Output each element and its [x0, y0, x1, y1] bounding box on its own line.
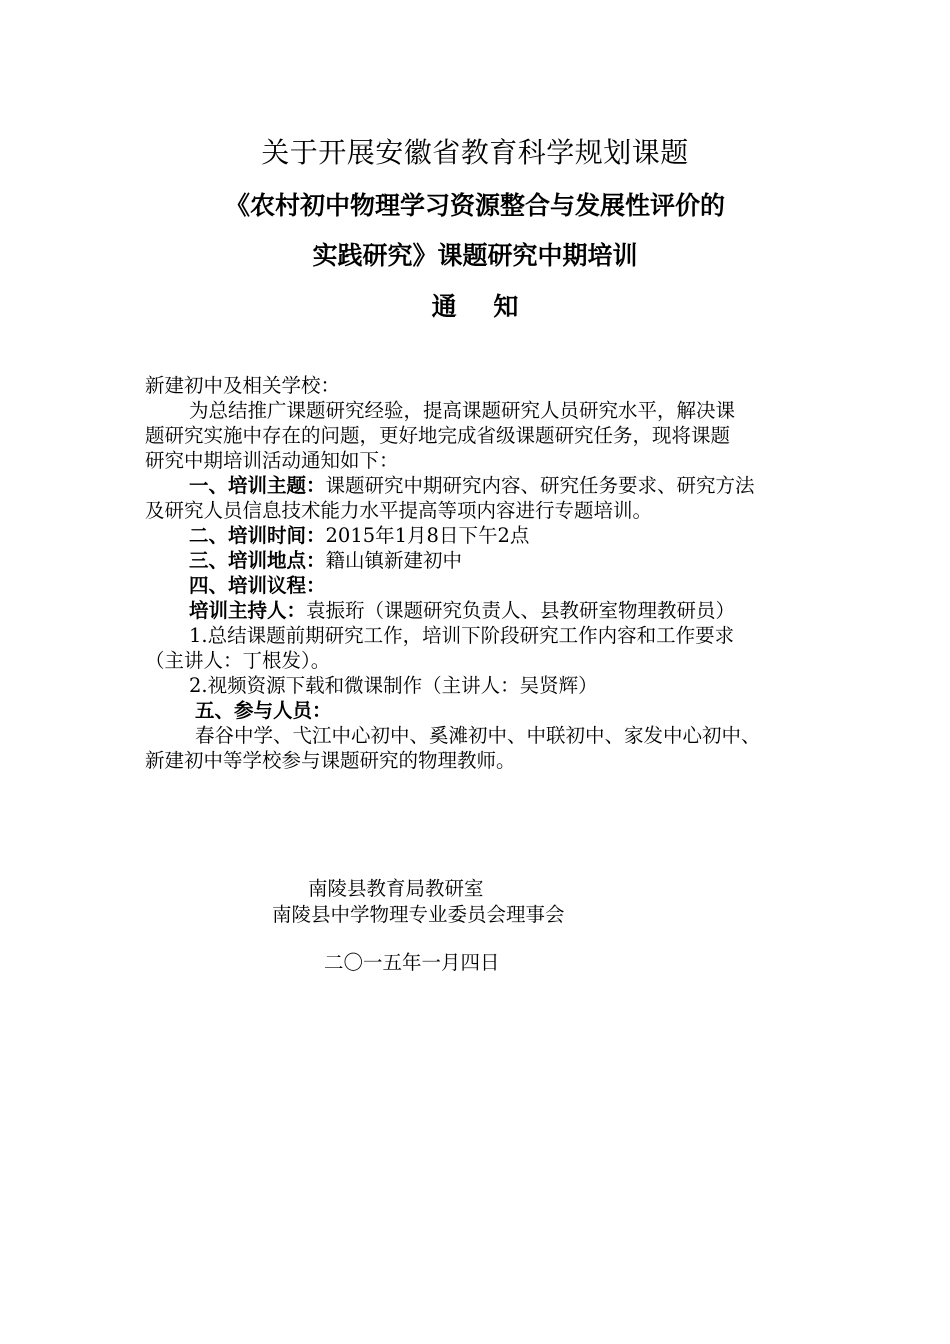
- agenda-item-2: 2.视频资源下载和微课制作（主讲人：吴贤辉）: [189, 674, 598, 697]
- title-notice: 通 知: [431, 292, 519, 321]
- agenda-item-1-line-2: （主讲人：丁根发）。: [145, 649, 331, 672]
- title-line-3: 实践研究》课题研究中期培训: [312, 241, 638, 270]
- section-time: [189, 524, 529, 548]
- signature-org-1: 南陵县教育局教研室: [308, 877, 484, 900]
- intro-line-1: 为总结推广课题研究经验，提高课题研究人员研究水平，解决课: [189, 399, 736, 422]
- section-theme-text: 课题研究中期研究内容、研究任务要求、研究方法: [325, 474, 755, 497]
- signature-org-2: 南陵县中学物理专业委员会理事会: [272, 903, 565, 926]
- participants-line-2: 新建初中等学校参与课题研究的物理教师。: [145, 749, 516, 772]
- section-location: [189, 549, 462, 573]
- agenda-item-1: 1.总结课题前期研究工作，培训下阶段研究工作内容和工作要求: [189, 624, 735, 647]
- section-location-heading: 三、培训地点：: [189, 549, 326, 572]
- section-agenda: [189, 574, 326, 598]
- intro-line-3: 研究中期培训活动通知如下：: [145, 449, 399, 472]
- section-theme-heading: 一、培训主题：: [189, 474, 326, 497]
- title-line-1: 关于开展安徽省教育科学规划课题: [261, 136, 689, 169]
- title-line-2: 《农村初中物理学习资源整合与发展性评价的: [224, 191, 725, 220]
- section-participants-heading: 五、参与人员：: [195, 699, 332, 722]
- agenda-host: [189, 599, 735, 623]
- section-location-text: 籍山镇新建初中: [325, 549, 463, 572]
- salutation: 新建初中及相关学校：: [145, 374, 341, 397]
- agenda-host-label: 培训主持人：: [189, 599, 307, 622]
- signature-date: 二〇一五年一月四日: [324, 951, 500, 974]
- section-agenda-heading: 四、培训议程：: [189, 574, 326, 597]
- section-time-text: 2015年1月8日下午2点: [325, 524, 530, 547]
- section-theme-line-2: 及研究人员信息技术能力水平提高等项内容进行专题培训。: [145, 499, 653, 522]
- intro-line-2: 题研究实施中存在的问题，更好地完成省级课题研究任务，现将课题: [145, 424, 731, 447]
- participants-line-1: 春谷中学、弋江中心初中、奚滩初中、中联初中、家发中心初中、: [195, 724, 761, 747]
- section-time-heading: 二、培训时间：: [189, 524, 326, 547]
- agenda-host-text: 袁振珩（课题研究负责人、县教研室物理教研员）: [306, 599, 736, 622]
- section-participants: [195, 699, 332, 723]
- section-theme: [189, 474, 755, 498]
